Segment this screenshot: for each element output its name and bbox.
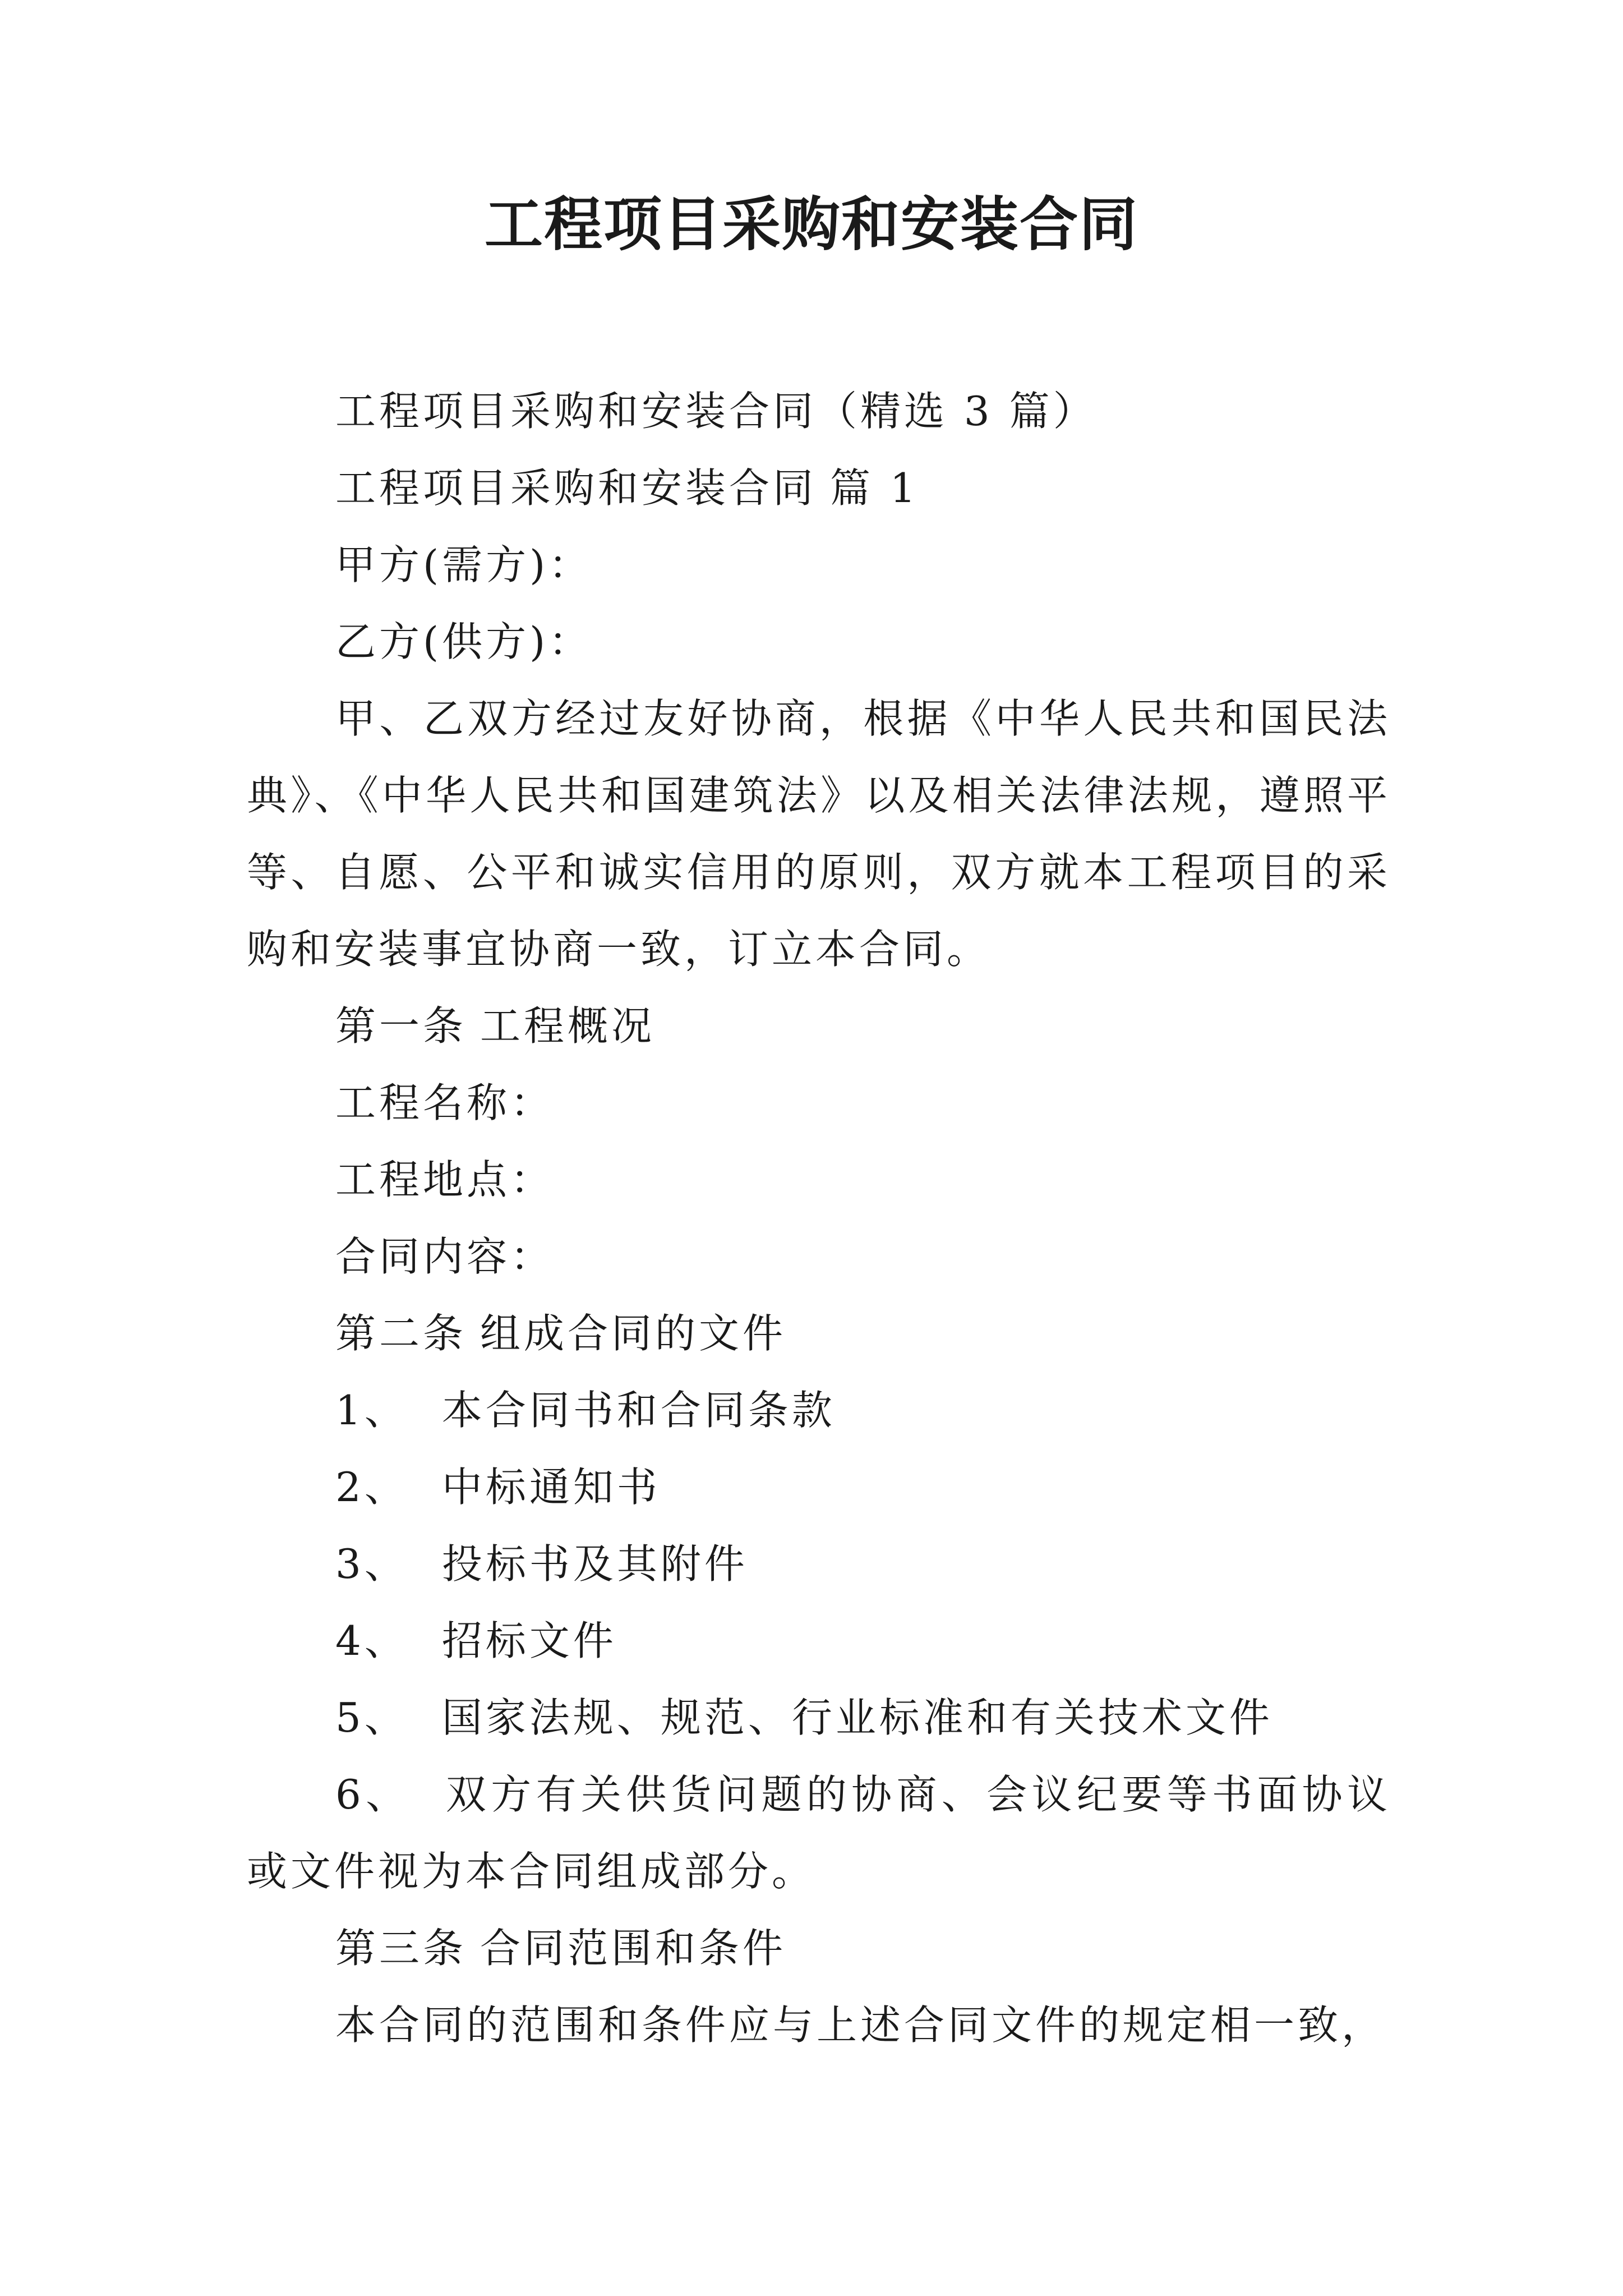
list-item-6 xyxy=(247,1756,1391,1910)
party-b-line: 乙方(供方)： xyxy=(335,618,593,665)
list-item-5-text: 国家法规、规范、行业标准和有关技术文件 xyxy=(441,1694,1273,1741)
article-3-paragraph: 本合同的范围和条件应与上述合同文件的规定相一致， xyxy=(335,2001,1386,2049)
article-2-heading xyxy=(247,1295,1391,1372)
list-item-3-text: 投标书及其附件 xyxy=(441,1540,748,1588)
document-title: 工程项目采购和安装合同 xyxy=(484,190,1138,259)
list-item-5 xyxy=(247,1680,1391,1756)
list-item-6-text: 双方有关供货问题的协商、会议纪要等书面协议或文件视为本合同组成部分。 xyxy=(247,1771,1391,1895)
project-location-line: 工程地点： xyxy=(335,1156,555,1203)
list-item-1-number: 1、 xyxy=(335,1387,408,1434)
list-item-1-text: 本合同书和合同条款 xyxy=(441,1387,836,1434)
article-2-number: 第二条 xyxy=(335,1310,467,1357)
article-3-title: 合同范围和条件 xyxy=(480,1925,787,1972)
list-item-2 xyxy=(247,1449,1391,1526)
list-item-2-number: 2、 xyxy=(335,1464,408,1511)
list-item-6-number: 6、 xyxy=(335,1771,411,1818)
section-heading-text: 工程项目采购和安装合同 xyxy=(335,464,817,512)
list-item-4-text: 招标文件 xyxy=(441,1617,617,1664)
article-3-heading xyxy=(247,1910,1391,1987)
list-item-3-number: 3、 xyxy=(335,1540,408,1588)
list-item-5-number: 5、 xyxy=(335,1694,408,1741)
article-3-number: 第三条 xyxy=(335,1925,467,1972)
intro-paragraph: 甲、乙双方经过友好协商，根据《中华人民共和国民法典》、《中华人民共和国建筑法》以及相关法律法规，遵照平等、自愿、公平和诚实信用的原则，双方就本工程项目的采购和安装事宜协商一致，订立本合同。 xyxy=(247,695,1391,973)
list-item-2-text: 中标通知书 xyxy=(441,1464,661,1511)
subtitle-line: 工程项目采购和安装合同（精选 3 篇） xyxy=(335,388,1097,435)
article-1-number: 第一条 xyxy=(335,1002,467,1050)
document-body xyxy=(247,373,1391,2064)
article-1-title: 工程概况 xyxy=(480,1002,656,1050)
list-item-4 xyxy=(247,1603,1391,1680)
contract-content-line: 合同内容： xyxy=(335,1233,555,1280)
list-item-1 xyxy=(247,1372,1391,1449)
list-item-3 xyxy=(247,1526,1391,1603)
project-name-line: 工程名称： xyxy=(335,1079,555,1126)
section-heading-number: 篇 1 xyxy=(830,464,919,512)
section-heading xyxy=(247,450,1391,527)
party-a-line: 甲方(需方)： xyxy=(335,541,593,588)
article-2-title: 组成合同的文件 xyxy=(480,1310,787,1357)
article-1-heading xyxy=(247,988,1391,1065)
list-item-4-number: 4、 xyxy=(335,1617,408,1664)
